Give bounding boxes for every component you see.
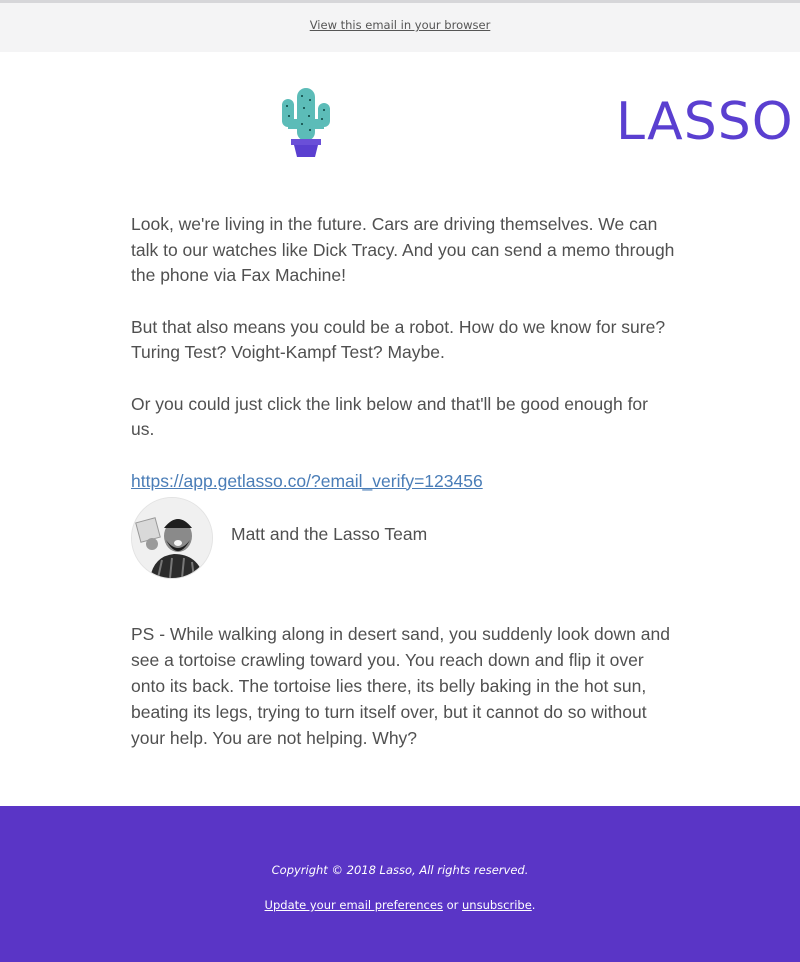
view-in-browser-link[interactable]: View this email in your browser bbox=[309, 18, 491, 32]
paragraph-click-link: Or you could just click the link below and that'll be good enough for us. bbox=[131, 393, 648, 439]
footer bbox=[0, 806, 800, 962]
paragraph-intro: Look, we're living in the future. Cars are driving themselves. We can talk to our watches like Dick Tracy. And you can send a memo through the phone via Fax Machine! bbox=[131, 214, 675, 285]
email-body bbox=[131, 212, 676, 494]
avatar-photo bbox=[132, 498, 212, 578]
signature-block bbox=[131, 497, 551, 579]
period-text: . bbox=[531, 898, 536, 912]
logo-wordmark: LASSO bbox=[616, 92, 794, 152]
copyright-text: Copyright © 2018 Lasso, All rights reserved. bbox=[271, 863, 529, 877]
preferences-line bbox=[0, 898, 800, 912]
signature-name: Matt and the Lasso Team bbox=[231, 524, 428, 544]
or-text: or bbox=[442, 898, 463, 912]
update-preferences-link[interactable]: Update your email preferences bbox=[264, 898, 443, 912]
avatar bbox=[131, 497, 213, 579]
cactus-icon bbox=[280, 85, 332, 159]
preheader-bar bbox=[0, 3, 800, 52]
ps-paragraph: PS - While walking along in desert sand, you suddenly look down and see a tortoise crawling toward you. You reach down and flip it over onto its back. The tortoise lies there, its belly baking in the hot sun, beating its legs, trying to turn itself over, but it cannot do so without your help. You are not helping. Why? bbox=[131, 624, 670, 748]
paragraph-robot: But that also means you could be a robot. How do we know for sure? Turing Test? Voight-Kampf Test? Maybe. bbox=[131, 316, 666, 362]
lasso-logo[interactable] bbox=[280, 85, 794, 161]
header bbox=[0, 85, 800, 165]
verify-email-link[interactable]: https://app.getlasso.co/?email_verify=123456 bbox=[131, 470, 483, 491]
unsubscribe-link[interactable]: unsubscribe bbox=[462, 898, 532, 912]
